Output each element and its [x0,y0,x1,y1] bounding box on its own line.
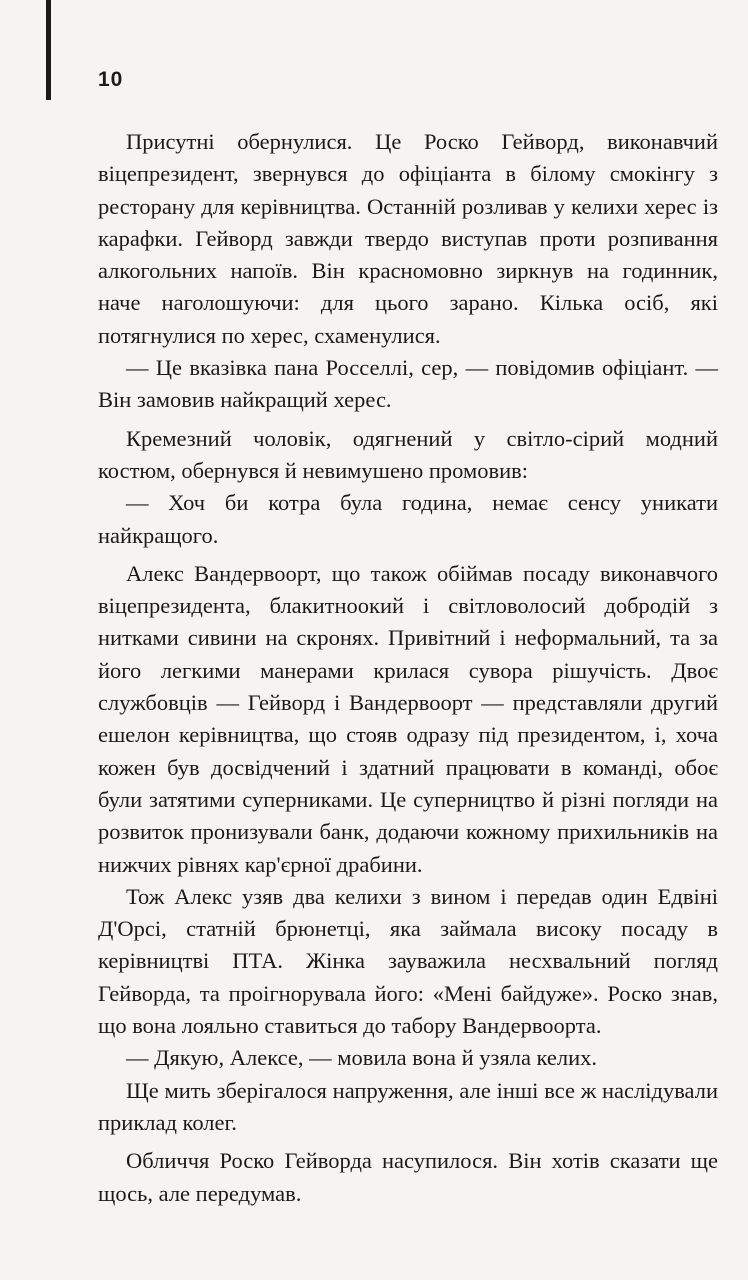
paragraph: Присутні обернулися. Це Роско Гейворд, виконавчий віцепрезидент, звернувся до офіціанта в білому смокінгу з ресторану для керівництва. Останній розливав у келихи херес із карафки. Гейворд завжди твердо виступав проти розпивання алкогольних напоїв. Він красномовно зиркнув на годинник, наче наголошуючи: для цього зарано. Кілька осіб, які потягнулися по херес, схаменулися. [98,129,718,348]
paragraph: Кремезний чоловік, одягнений у світло-сірий модний костюм, обернувся й невимушено промовив: [98,425,718,483]
paragraph: Ще мить зберігалося напруження, але інші все ж наслідували приклад колег. [98,1077,718,1135]
paragraph: — Це вказівка пана Росселлі, сер, — повідомив офіціант. — Він замовив найкращий херес. [98,355,718,413]
body-text [98,126,718,1210]
paragraph: — Хоч би котра була година, немає сенсу уникати найкращого. [98,490,718,548]
paragraph: Алекс Вандервоорт, що також обіймав посаду виконавчого віцепрезидента, блакитноокий і світловолосий добродій з нитками сивини на скронях. Привітний і неформальний, та за його легкими манерами крилася сувора рішучість. Двоє службовців — Гейворд і Вандервоорт — представляли другий ешелон керівництва, що стояв одразу під президентом, і, хоча кожен був досвідчений і здатний працювати в команді, обоє були затятими суперниками. Це суперництво й різні погляди на розвиток пронизували банк, додаючи кожному прихильників на нижчих рівнях кар'єрної драбини. [98,560,718,877]
page-edge-bar [46,0,51,100]
paragraph: Обличчя Роско Гейворда насупилося. Він хотів сказати ще щось, але передумав. [98,1148,718,1206]
paragraph: Тож Алекс узяв два келихи з вином і передав один Едвіні Д'Орсі, статній брюнетці, яка займала високу посаду в керівництві ПТА. Жінка зауважила несхвальний погляд Гейворда, та проігнорувала його: «Мені байдуже». Роско знав, що вона лояльно ставиться до табору Вандервоорта. [98,883,718,1039]
page-number: 10 [98,68,124,91]
paragraph: — Дякую, Алексе, — мовила вона й узяла келих. [126,1045,598,1071]
